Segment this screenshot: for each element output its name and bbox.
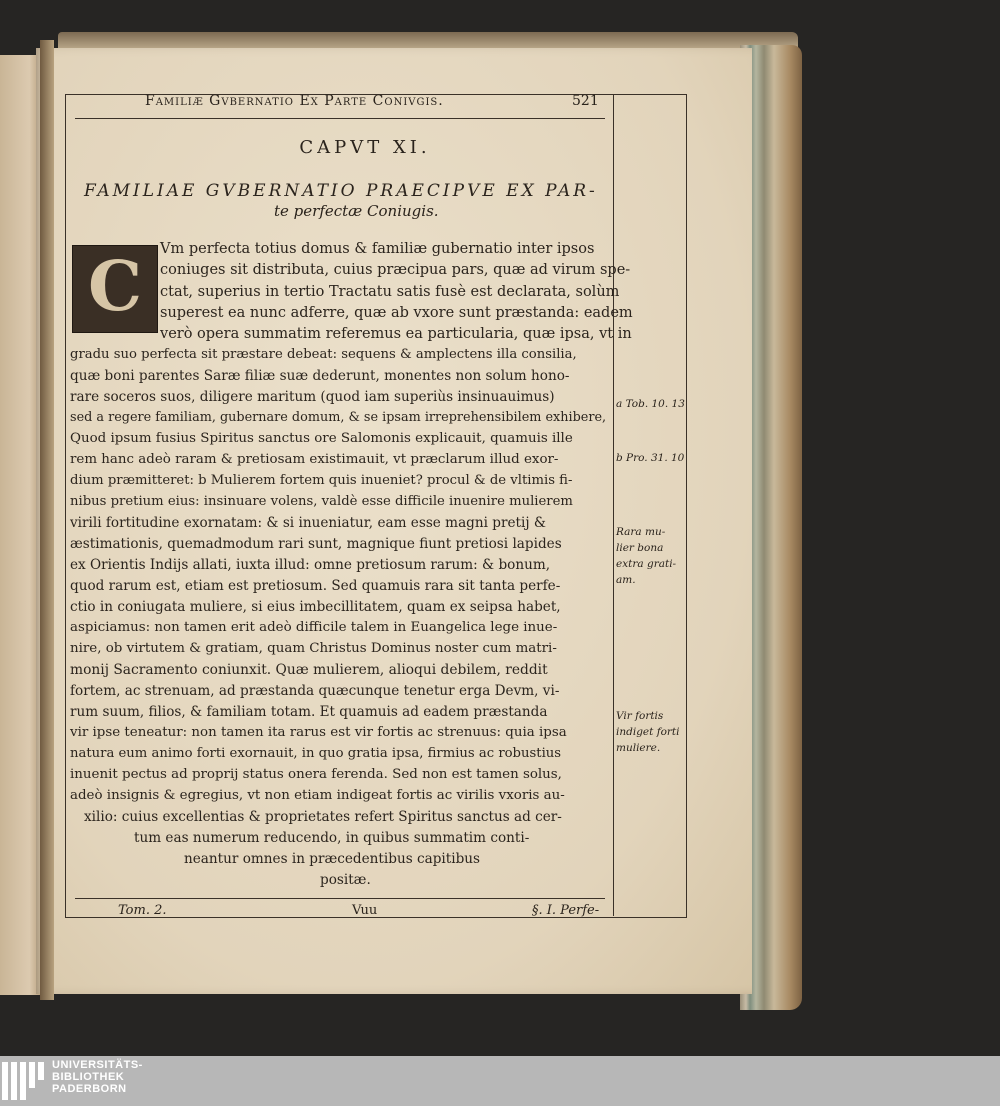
- text-line: aspiciamus: non tamen erit adeò difficile talem in Euangelica lege inue-: [70, 620, 558, 635]
- text-line: xilio: cuius excellentias & proprietates refert Spiritus sanctus ad cer-: [84, 809, 562, 825]
- logo-line: BIBLIOTHEK: [52, 1071, 125, 1083]
- text-line: tum eas numerum reducendo, in quibus summatim conti-: [134, 830, 530, 846]
- logo-line: PADERBORN: [52, 1083, 127, 1095]
- chapter-title-line2: te perfectæ Coniugis.: [274, 202, 439, 220]
- text-line: neantur omnes in præcedentibus capitibus: [184, 851, 481, 867]
- footer-rule: [75, 898, 605, 899]
- text-line: monij Sacramento coniunxit. Quæ mulierem, alioqui debilem, reddit: [70, 662, 548, 678]
- margin-note: extra grati-: [616, 558, 677, 570]
- text-line: æstimationis, quemadmodum rari sunt, magnique fiunt pretiosi lapides: [70, 536, 562, 552]
- margin-note: muliere.: [616, 742, 661, 754]
- margin-rule: [613, 94, 614, 916]
- margin-note: a Tob. 10. 13: [616, 398, 685, 410]
- margin-note: lier bona: [616, 542, 664, 554]
- text-line: virili fortitudine exornatam: & si inueniatur, eam esse magni pretij &: [70, 515, 546, 531]
- text-line: positæ.: [320, 872, 371, 888]
- library-footer: [0, 1056, 1000, 1106]
- text-line: Vm perfecta totius domus & familiæ gubernatio inter ipsos: [160, 241, 595, 257]
- text-line: dium præmitteret: b Mulierem fortem quis inueniet? procul & de vltimis fi-: [70, 473, 573, 488]
- text-line: nire, ob virtutem & gratiam, quam Christus Dominus noster cum matri-: [70, 641, 557, 656]
- text-line: gradu suo perfecta sit præstare debeat: sequens & amplectens illa consilia,: [70, 347, 577, 362]
- initial-letter: C: [87, 247, 143, 327]
- margin-note: am.: [616, 574, 636, 586]
- text-line: natura eum animo forti exornauit, in quo gratia ipsa, firmius ac robustius: [70, 746, 562, 761]
- text-line: superest ea nunc adferre, quæ ab vxore sunt præstanda: eadem: [160, 305, 633, 321]
- text-line: rum suum, filios, & familiam totam. Et quamuis ad eadem præstanda: [70, 704, 548, 720]
- logo-line: UNIVERSITÄTS-: [52, 1059, 143, 1071]
- text-line: inuenit pectus ad proprij status onera ferenda. Sed non est tamen solus,: [70, 767, 562, 782]
- page-number: 521: [572, 93, 599, 109]
- text-line: ctat, superius in tertio Tractatu satis fusè est declarata, solùm: [160, 284, 620, 300]
- library-logo-text: [52, 1059, 143, 1095]
- text-line: nibus pretium eius: insinuare volens, valdè esse difficile inuenire mulierem: [70, 494, 573, 509]
- text-line: sed a regere familiam, gubernare domum, & se ipsam irreprehensibilem exhibere,: [70, 410, 607, 425]
- text-line: quod rarum est, etiam est pretiosum. Sed quamuis rara sit tanta perfe-: [70, 578, 561, 594]
- text-line: quæ boni parentes Saræ filiæ suæ dederunt, monentes non solum hono-: [70, 368, 570, 384]
- text-line: rem hanc adeò raram & pretiosam existimauit, vt præclarum illud exor-: [70, 452, 559, 467]
- text-line: Quod ipsum fusius Spiritus sanctus ore Salomonis explicauit, quamuis ille: [70, 431, 573, 446]
- catchword: §. I. Perfe-: [532, 903, 600, 918]
- margin-note: Rara mu-: [616, 526, 666, 538]
- margin-note: indiget forti: [616, 726, 680, 738]
- text-line: fortem, ac strenuam, ad præstanda quæcunque tenetur erga Devm, vi-: [70, 683, 560, 699]
- text-line: adeò insignis & egregius, vt non etiam indigeat fortis ac virilis vxoris au-: [70, 788, 565, 803]
- header-rule: [75, 118, 605, 119]
- chapter-heading: CAPVT XI.: [299, 137, 431, 158]
- margin-note: b Pro. 31. 10: [616, 452, 685, 464]
- margin-note: Vir fortis: [616, 710, 664, 722]
- text-line: vir ipse teneatur: non tamen ita rarus est vir fortis ac strenuus: quia ipsa: [70, 725, 567, 740]
- text-line: ctio in coniugata muliere, si eius imbecillitatem, quam ex seipsa habet,: [70, 599, 561, 615]
- text-line: ex Orientis Indijs allati, iuxta illud: omne pretiosum rarum: & bonum,: [70, 557, 551, 573]
- gathering-signature: Vuu: [352, 903, 378, 918]
- volume-signature: Tom. 2.: [118, 903, 167, 918]
- running-head: Familiæ Gvbernatio Ex Parte Conivgis.: [145, 93, 444, 109]
- gutter-shadow: [40, 40, 54, 1000]
- decorated-initial: [72, 245, 158, 333]
- text-line: rare soceros suos, diligere maritum (quod iam superiùs insinuauimus): [70, 389, 555, 405]
- chapter-title-line1: FAMILIAE GVBERNATIO PRAECIPVE EX PAR-: [84, 181, 598, 201]
- text-line: coniuges sit distributa, cuius præcipua pars, quæ ad virum spe-: [160, 262, 631, 278]
- text-line: verò opera summatim referemus ea particularia, quæ ipsa, vt in: [160, 326, 632, 342]
- library-logo-icon: [2, 1062, 44, 1100]
